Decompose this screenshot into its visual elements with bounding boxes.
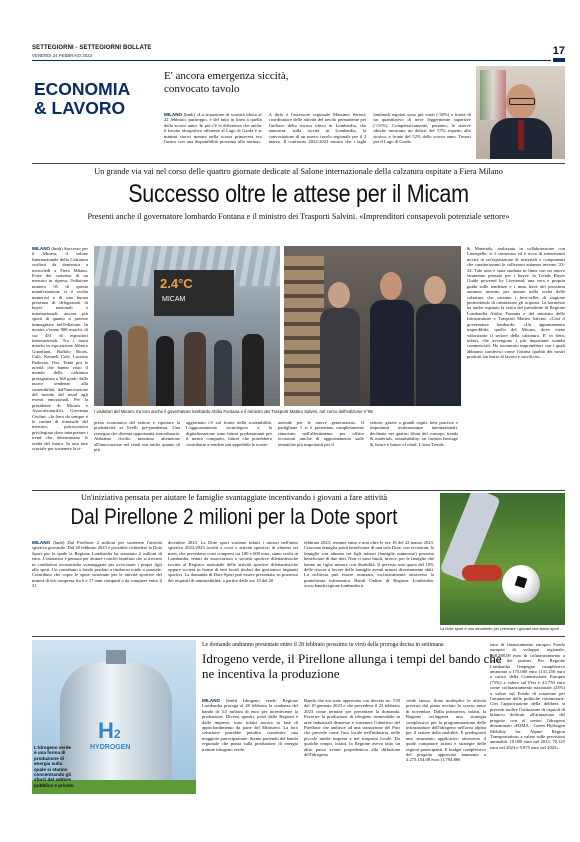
person-right-head <box>424 276 446 304</box>
hydrogen-col4: euro di finanziamento europeo Fondo europeo di sviluppo regionale: 568.288,08 euro di cofinanziamento a carico dei partner. Per Regione Lombardia l'impegno complessivo ammonta a 175.000 euro (131.250 euro a carico della Commissione Europea (75%) a valere sul Fesr e 43.750 euro come cofinanziamento nazionale (25%) a valere sul Fondo di rotazione per l'attuazione delle politiche comunitarie. Con l'approvazione della delibera si prevede inoltre l'istituzione di capitoli di bilancio dedicati all'attuazione del progetto con al centro l'idrogeno denominato «H2MA - Green Hydrogen Mobility for Alpine Region Transportation» a valere sulle previsioni annualità: 10.000 euro nel 2023, 70.125 euro nel 2024 e 9.875 euro nel 2025». <box>490 642 565 750</box>
hydrogen-kicker: Le domande andranno presentate entro il 28 febbraio prossimo in virtù della proroga decisa in settimana <box>202 642 444 648</box>
h2-symbol: H2 <box>98 718 121 743</box>
person-right-body <box>416 304 461 406</box>
micam-col-b: aggiornato c'è sul fronte della sostenibilità. L'aggiornamento tecnologico e la digitalizzazione sono fattori predominanti per il nostro comparto, fattori che potrebbero contribuire a rendere più appetibile le nostre <box>186 420 272 447</box>
section-label-line1: ECONOMIA <box>34 79 131 99</box>
dote-kicker: Un'iniziativa pensata per aiutare le famiglie svantaggiate incentivando i giovani a fare attività <box>80 493 388 502</box>
micam-subtitle: Presenti anche il governatore lombardo Fontana e il ministro dei Trasporti Salvini. «Imprenditori consapevoli potenziale settore» <box>87 212 510 221</box>
micam-location: MILANO <box>32 246 51 251</box>
hydrogen-col1 <box>202 698 298 794</box>
person-left-head <box>328 282 350 308</box>
micam-col1-text: (bmh) Successo per il Micam, il salone Internazionale della Calzatura svoltosi da domenica a mercoledì a Fiera Milano. Forte dei consensi di un mercato in ripresa, l'edizione numero 95 di questa manifestazione si è svolta numerosi e di una buona presenza di delegazioni di buyer nazionali e internazionali: ancora più sporti di quanto si potesse immaginare nell'edizione. In mostra c'erano 908 marchi, di cui 451 di espositori internazionali. Tra i nomi marchi in esposizione Alberto Guardiani, Buffalo Boots, Calò, Kennelt Cole, Luciano Padovan, Oxs. Tante poi le novità che hanno visto il mondo della calzatura protagonista a 360 gradi: dalle nuove tendenze alla sostenibilità, dall'innovazione del mondo del retail agli eventi emozionali. Per la presidente di Micam e Assocalzaturifici, Giovanna Ceolini: «la fiera da sempre è la cartina di tornasole del mercato, palcoscenico privilegiato dove interpretare i trend che determinano le realtà del futuro. In una fase cruciale per sostenere la ri- <box>32 246 88 452</box>
crowd-5 <box>214 340 232 406</box>
rule-3 <box>32 636 565 637</box>
hydrogen-location: MILANO <box>202 698 221 703</box>
portrait-tie <box>518 120 524 150</box>
shoe-display <box>284 256 324 406</box>
micam-kicker: Un grande via vai nel corso delle quattro giornate dedicate al Salone internazionale della calzatura ospitate a Fiera Milano <box>94 167 503 176</box>
tank-valve <box>106 650 126 664</box>
crowd-4 <box>184 332 206 406</box>
micam-col-a: presa economica del settore e riportare la produttività ai livelli pre-pandemia. Una rassegna che diventa opportunità straordinaria. Abbiamo rivolto massima attenzione all'innovazione nel retail ma anche quanto di più <box>94 420 180 453</box>
micam-col1 <box>32 246 88 486</box>
hydrogen-col3: verde stesso. Sono molteplici le attività previste dal piano avviato lo scorso mese di novembre. Dalla primavera, infatti, la Regione svilupperà una strategia complessiva per la programmazione delle infrastrutture dell'idrogeno nell'area alpina per il settore della mobilità. E predisporrà uno strumento applicativo attraverso il quale comparare azioni e strategie delle regioni partecipanti. Il budget complessivo del progetto approvato ammonta a 2.273.154,08 euro (1.704.866 <box>406 698 486 763</box>
person-left-body <box>320 308 360 406</box>
section-label-line2: & LAVORO <box>34 98 126 118</box>
crowd-1 <box>104 330 122 406</box>
section-label <box>34 80 154 118</box>
portrait-glasses <box>509 98 535 105</box>
page-number: 17 <box>552 45 565 57</box>
rule-1 <box>32 163 565 164</box>
issue-date: VENERDI 24 FEBBRAIO 2023 <box>32 53 93 58</box>
person-center-body <box>370 300 414 406</box>
sertori-portrait <box>476 66 565 159</box>
football-caption: La Dote sport è uno strumento per premiare i giovani che fanno sport <box>440 626 559 631</box>
micam-col-right: & Materials, realizzata in collaborazione con Lineapelle, si è rinnovata ed è ricca di interessanti novità in un'esposizione di materiali e componenti che caratterizzano le collezioni autunno inverno '23-24. Tale area è stata studiata in linea con un nuovo strumento pensato per i buyer: la Trends Buyer Guide powered by Livetrend, una vera e propria guida sulle tendenze e i must have del prossimo autunno inverno per aiutare nella scelta delle calzature che saranno i best-seller di stagione permettendo di ottimizzare gli acquisti. La kermesse ha anche ospitato la visita del presidente di Regione Lombardia Attilio Fontana e del ministro delle Infrastrutture e Trasporti Matteo Salvini. «Così il governatore lombardo: «Un appuntamento imperdibile, quello del Micam, dove viene valorizzato il settore della calzatura. E' in fiera, infatti, che avvengono i più importanti scambi commerciali. Ho incontrato imprenditori con i quali abbiamo condiviso come l'ottima qualità dei nostri prodotti sia frutto di lavoro e sacrificio». <box>467 246 565 360</box>
crowd-2 <box>128 326 148 406</box>
header-rule-right <box>553 58 565 62</box>
tank-label: HYDROGEN <box>90 744 131 751</box>
micam-col-d: settore, grazie a grandi ospiti, best practice e importanti testimonianze internazionali, declinate nei quattro filoni del concept: trends & materials, sustainability, art fashion heritage & future e future of retail. L'area Trends <box>370 420 458 447</box>
drought-body <box>164 112 471 157</box>
page-header <box>32 45 565 61</box>
hydrogen-col1-text: (bmh) Idrogeno verde, Regione Lombardia proroga al 28 febbraio la scadenza del bando di 3,5 milioni di euro per incentivarne la produzione. Diversi quesiti, posti dalle Regioni e dalle imprese, sono infatti ancora in fase di approfondimento da parte del Ministero. La loro soluzione potrebbe peraltro consentire una maggiore partecipazione. Siamo partendo del bando regionale che punta sulla produzione di energia tramite idrogeno verde. <box>202 698 298 752</box>
micam-headline: Successo oltre le attese per il Micam <box>128 180 469 208</box>
portrait-background-flag <box>480 70 506 120</box>
newspaper-name: SETTEGIORNI - SETTEGIORNI BOLLATE <box>32 45 152 51</box>
dote-col2: dicembre 2023. La Dote sport sostiene infatti i minori nell'anno sportivo 2022/2023 iscritti a corsi o attività sportive, di almeno sei mesi, che prevedano costi compresi tra 100 e 600 euro, siano svolti in Lombardia, tenuti da associazioni o società sportive dilettantistiche iscritte al Registro nazionale delle attività sportive dilettantistiche oppure società in house di enti locali titolari dei gestionico impianti sportivi. La domanda di Dote Sport può essere presentata, in possesso dei requisiti di ammissibilità, a partire dalle ore 10 del 20 <box>168 540 298 583</box>
drought-headline: E' ancora emergenza siccità, convocato tavolo <box>164 70 289 95</box>
crowd-3 <box>156 336 174 406</box>
football-photo <box>440 493 565 625</box>
micam-caption: I visitatori del Micam, tra loro anche il governatore lombardo Attilio Fontana e il ministro dei Trasporti Matteo Salvini, nel corso dell'edizione n°95 <box>94 409 373 414</box>
rule-2 <box>32 490 565 491</box>
header-rule <box>32 60 551 61</box>
crowd-6 <box>242 334 264 406</box>
hall-logo: MICAM <box>162 296 186 303</box>
dote-col1 <box>32 540 162 630</box>
hall-sign-text: 2.4°C <box>160 276 193 291</box>
dote-location: MILANO <box>32 540 51 545</box>
hydrogen-caption: L'idrogeno verde è una forma di produzione di energia sulla quale si stanno concentrando gli sforzi del settore pubblico e privato <box>34 745 74 788</box>
fontana-salvini-photo <box>284 246 461 406</box>
dote-col1-text: (bmh) Dal Pirellone 2 milioni per sostenere l'attività sportiva giovanile. Dal 20 febbraio 2023 è possibile richiedere la Dote Sport per la quale la Regione Lombardia ha stanziato 2 milioni di euro. L'iniziativa è pensata per aiutare i nuclei familiari che si trovano in condizioni economiche svantaggiate per avvicinare i propri figli allo sport. Un contributo a fondo perduto a rimborso totale o parziale. Contributo che copre le spese sostenute per le attività sportive dei minori di età compresa fra 6 e 17 anni compiuti o da compiere entro il 31 <box>32 540 162 589</box>
drought-text: (bmh) «La situazione di scarsità idrica al 22 febbraio, purtroppo, è del tutto in linea a quella dello scorso anno. In più c'è la differenza che anche il bacino idrografico afferente al Lago di Garda è ai minimi storici mentre nella scorsa primavera era l'unico con una disponibilità prossima alla norma». A dirlo è l'assessore regionale Massimo Sertori, coordinatore delle attività del tavolo permanente per l'utilizzo della risorsa idrica in Lombardia, che annuncia, sulla siccità in Lombardia, la convocazione di un nuovo tavolo regionale per il 2 marzo. Il confronto 2022-2023 mostra che i laghi lombardi regolati sono più vuoti (-30%) a fronte di un quantitativo di neve leggermente superiore (+31%). Complessivamente, pertanto, le riserve idriche mostrano un deficit del 57% rispetto allo storico, a fronte del 52% dello scorso anno. Timori per il Lago di Garda. <box>164 112 471 145</box>
person-center-head <box>380 272 402 300</box>
drought-location: MILANO <box>164 112 183 117</box>
football-boot <box>462 565 502 581</box>
micam-hall-photo <box>94 246 280 406</box>
hydrogen-headline: Idrogeno verde, il Pirellone allunga i tempi del bando che ne incentiva la produzione <box>202 651 502 681</box>
dote-col3: febbraio 2023; termine entro e non oltre le ore 16 del 22 marzo 2023. Ciascuna famiglia potrà beneficiare di una sola Dote, con eccezioni: le famiglie con almeno tre figli minori (famiglie numerose) possono beneficiare di due doti. Non ci sono limiti, invece, per le famiglie che hanno un figlio minore con disabilità. Il previsto una quota del 10% delle risorse a favore delle famiglie aventi minori diversamente abili. La richiesta può essere avanzata, esclusivamente attraverso la piattaforma informatica Bandi Online di Regione Lombardia: www.bandi.regione.lombardia.it. <box>304 540 434 589</box>
dote-headline: Dal Pirellone 2 milioni per la Dote sport <box>70 504 398 529</box>
micam-col-c: aziende per le nuove generazioni». Il padiglione 1 si è presentato completamente rinnovato nell'allestimento per offrire occasioni uniche di aggiornamento sulle tematiche più importanti per il <box>278 420 364 447</box>
hydrogen-col2: Bando che era stato approvato con decreto no. 539 del 19 gennaio 2023 e che prevedeva il 23 febbraio 2023 come termine per presentare la domanda. Favorire la produzione di idrogeno rinnovabile in aree industriali dismesse e sostenere l'obiettivo del Pirellone che ambisce ad una transizione del Pnrr che prevede come l'uso locale nell'industria, nelle piccole medie imprese e nel trasporto locale. Da qualche tempo, infatti, la Regione aveva fatto un altro passo avanti propedeutico alla diffusione dell'idrogeno <box>304 698 400 758</box>
